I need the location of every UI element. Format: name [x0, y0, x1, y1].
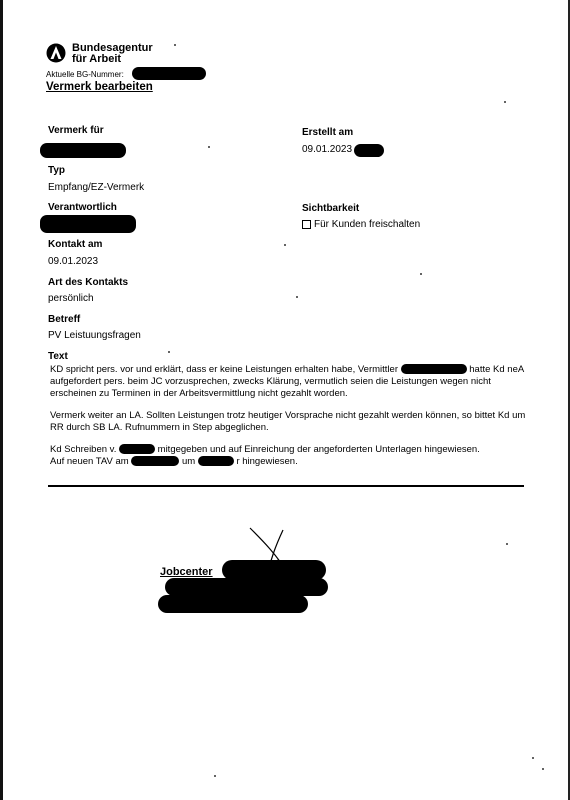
text-p1-c: neA aufgefordert pers. beim JC vorzusprechen, zwecks Klärung, vermutlich seien die Leistungen wegen nicht erscheinen zu Terminen in der Arbeitsvermittlung nicht gezahlt worden.: [50, 364, 524, 399]
scan-speck: [168, 351, 170, 353]
org-name-line2: für Arbeit: [72, 53, 122, 65]
org-name-line1: Bundesagentur: [72, 42, 153, 54]
redaction-signature-line3: [158, 595, 308, 613]
text-p4-b: um: [181, 456, 196, 467]
text-p1-b: hatte Kd: [469, 364, 505, 375]
signature-jobcenter-label: Jobcenter: [160, 566, 213, 578]
bg-nummer-label: Aktuelle BG-Nummer:: [46, 70, 124, 79]
text-p4-c: r hingewiesen.: [236, 456, 298, 467]
scan-speck: [214, 775, 216, 777]
scan-speck: [208, 146, 210, 148]
verantwortlich-label: Verantwortlich: [48, 202, 117, 213]
scan-speck: [506, 543, 508, 545]
typ-label: Typ: [48, 165, 66, 176]
text-p1-a: KD spricht pers. vor und erklärt, dass er keine Leistungen erhalten habe, Vermittler: [50, 364, 398, 375]
betreff-label: Betreff: [48, 314, 81, 325]
text-p3-a: Kd Schreiben v.: [50, 444, 117, 455]
erstellt-am-value: 09.01.2023: [302, 144, 353, 155]
vermerk-fuer-label: Vermerk für: [48, 125, 104, 136]
redaction-signature-name: [222, 560, 326, 580]
redaction-signature-line2: [165, 578, 328, 596]
scan-speck: [296, 296, 298, 298]
text-paragraph-2: Vermerk weiter an LA. Sollten Leistungen trotz heutiger Vorsprache nicht gezahlt werden können, so bittet Kd um RR durch SB LA. Rufnummern in Step abgeglichen.: [50, 410, 526, 433]
scan-speck: [532, 757, 534, 759]
scan-speck: [174, 44, 176, 46]
art-des-kontakts-value: persönlich: [48, 293, 94, 304]
erstellt-am-label: Erstellt am: [302, 127, 354, 138]
scan-speck: [504, 101, 506, 103]
kontakt-am-value: 09.01.2023: [48, 256, 99, 267]
kunden-freischalten-label: Für Kunden freischalten: [314, 219, 421, 230]
typ-value: Empfang/EZ-Vermerk: [48, 182, 145, 193]
betreff-value: PV Leistuungsfragen: [48, 330, 141, 341]
text-p3-b: mitgegeben und auf Einreichung der angeforderten Unterlagen hingewiesen.: [157, 444, 480, 455]
kontakt-am-label: Kontakt am: [48, 239, 103, 250]
text-p4-a: Auf neuen TAV am: [50, 456, 129, 467]
sichtbarkeit-label: Sichtbarkeit: [302, 203, 360, 214]
art-des-kontakts-label: Art des Kontakts: [48, 277, 129, 288]
page-title[interactable]: Vermerk bearbeiten: [46, 81, 153, 93]
scan-speck: [284, 244, 286, 246]
scan-speck: [420, 273, 422, 275]
text-label: Text: [48, 351, 68, 362]
scan-speck: [542, 768, 544, 770]
